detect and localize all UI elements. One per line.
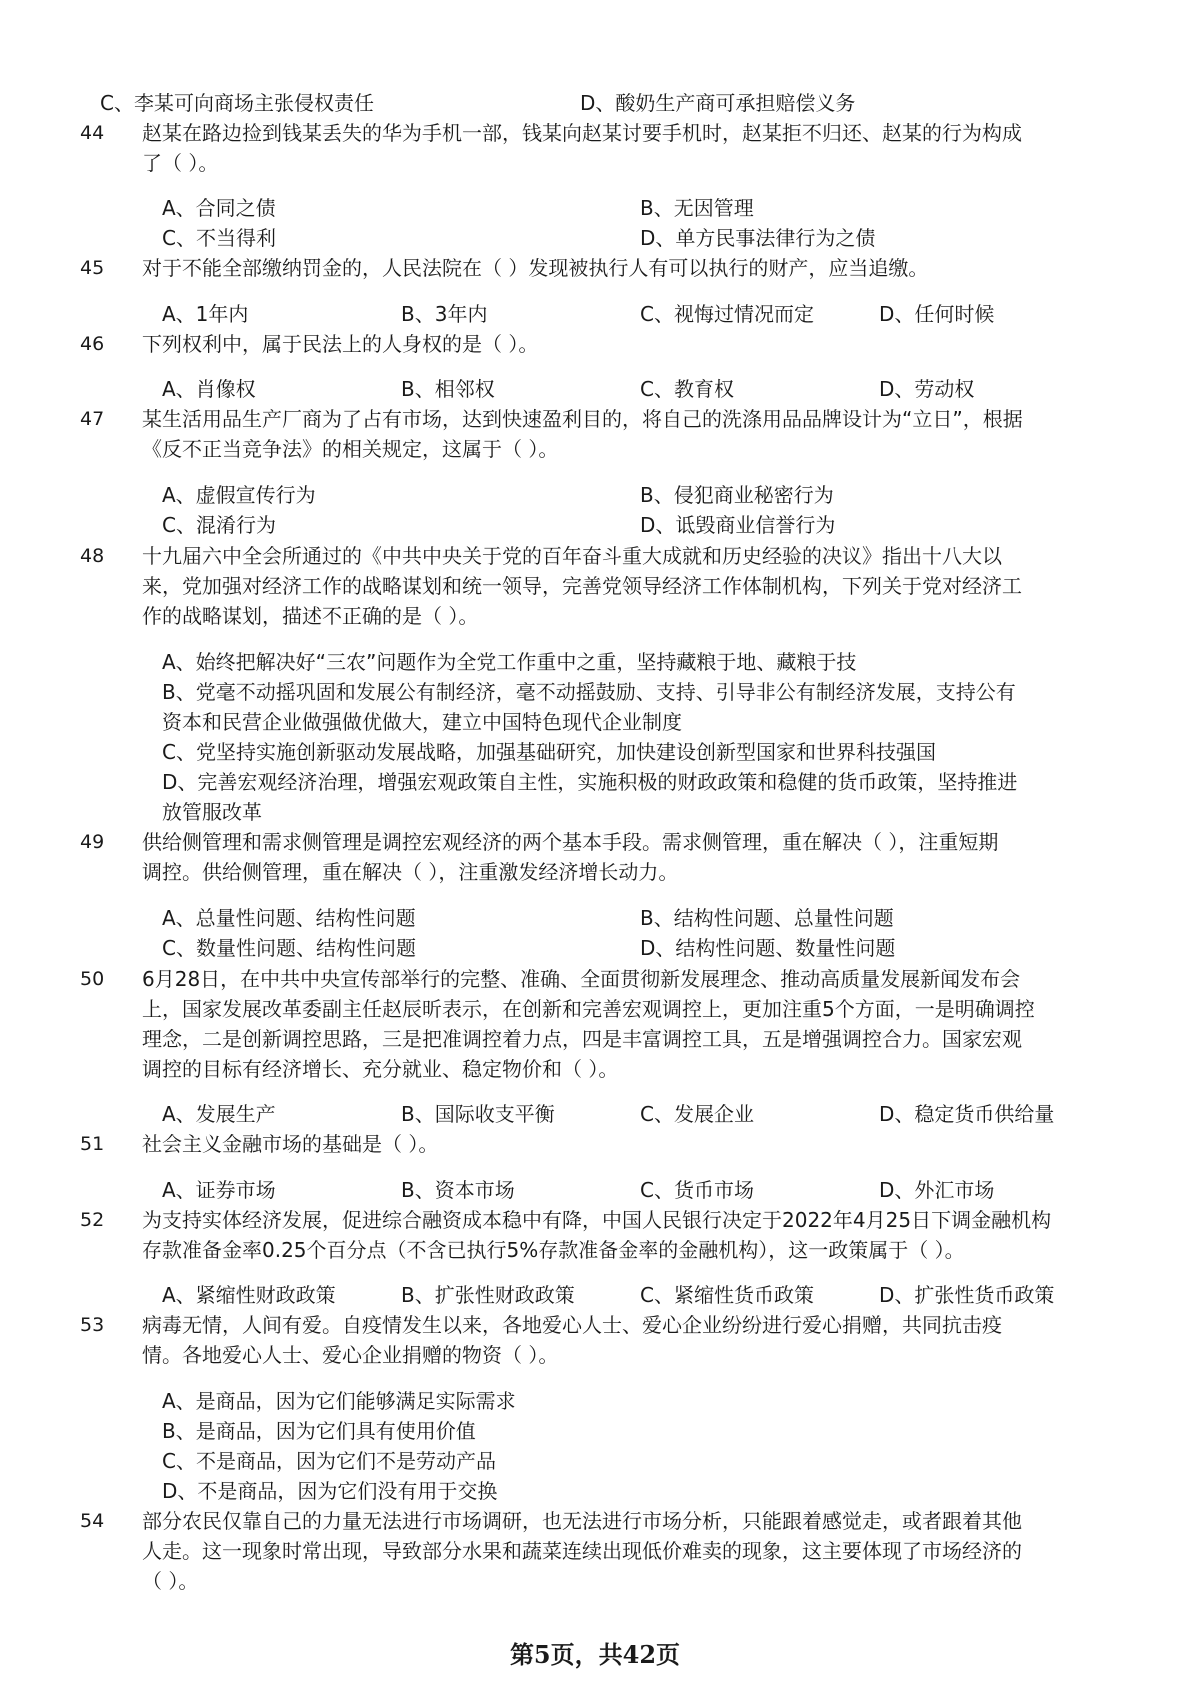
question-text-line: 调控的目标有经济增长、充分就业、稳定物价和（ ）。 [142, 1057, 619, 1081]
option-d: D、诋毁商业信誉行为 [640, 513, 836, 537]
option-c: C、紧缩性货币政策 [640, 1283, 814, 1307]
option-b: B、无因管理 [640, 196, 754, 220]
prev-option-c: C、李某可向商场主张侵权责任 [100, 91, 374, 115]
option-a: A、总量性问题、结构性问题 [162, 906, 416, 930]
option-d: D、稳定货币供给量 [879, 1102, 1055, 1126]
question-number: 52 [80, 1209, 105, 1231]
option-d: D、不是商品，因为它们没有用于交换 [162, 1479, 498, 1503]
option-c: C、不当得利 [162, 226, 276, 250]
question-text-line: 部分农民仅靠自己的力量无法进行市场调研，也无法进行市场分析，只能跟着感觉走，或者跟着其他 [142, 1509, 1022, 1533]
question-number: 49 [80, 831, 105, 853]
question-text-line: 调控。供给侧管理，重在解决（ ），注重激发经济增长动力。 [142, 860, 679, 884]
option-c: C、视悔过情况而定 [640, 302, 814, 326]
option-d: D、劳动权 [879, 377, 975, 401]
question-text-line: 了（ ）。 [142, 151, 219, 175]
option-d: D、完善宏观经济治理，增强宏观政策自主性，实施积极的财政政策和稳健的货币政策，坚持推进 [162, 770, 1018, 794]
option-b: B、结构性问题、总量性问题 [640, 906, 894, 930]
question-text-line: 上，国家发展改革委副主任赵辰昕表示，在创新和完善宏观调控上，更加注重5个方面，一是明确调控 [142, 997, 1035, 1021]
option-c: C、不是商品，因为它们不是劳动产品 [162, 1449, 496, 1473]
question-text-line: 理念，二是创新调控思路，三是把准调控着力点，四是丰富调控工具，五是增强调控合力。国家宏观 [142, 1027, 1022, 1051]
question-text-line: 社会主义金融市场的基础是（ ）。 [142, 1132, 439, 1156]
option-a: A、紧缩性财政政策 [162, 1283, 336, 1307]
question-text-line: 6月28日，在中共中央宣传部举行的完整、准确、全面贯彻新发展理念、推动高质量发展新闻发布会 [142, 967, 1021, 991]
option-b: B、是商品，因为它们具有使用价值 [162, 1419, 476, 1443]
question-text-line: 情。各地爱心人士、爱心企业捐赠的物资（ ）。 [142, 1343, 559, 1367]
option-b: B、党毫不动摇巩固和发展公有制经济，毫不动摇鼓励、支持、引导非公有制经济发展，支持公有 [162, 680, 1016, 704]
question-number: 50 [80, 968, 105, 990]
option-a: A、发展生产 [162, 1102, 276, 1126]
option-c: C、教育权 [640, 377, 734, 401]
option-d: D、扩张性货币政策 [879, 1283, 1055, 1307]
question-number: 45 [80, 257, 105, 279]
question-text-line: 对于不能全部缴纳罚金的，人民法院在（ ）发现被执行人有可以执行的财产，应当追缴。 [142, 256, 929, 280]
question-number: 48 [80, 545, 105, 567]
option-b: B、相邻权 [401, 377, 495, 401]
option-d-continued: 放管服改革 [162, 800, 262, 824]
question-text-line: 下列权利中，属于民法上的人身权的是（ ）。 [142, 332, 539, 356]
option-a: A、是商品，因为它们能够满足实际需求 [162, 1389, 516, 1413]
option-c: C、货币市场 [640, 1178, 754, 1202]
question-number: 53 [80, 1314, 105, 1336]
page-number-footer: 第5页，共42页 [509, 1640, 681, 1669]
option-c: C、混淆行为 [162, 513, 276, 537]
option-d: D、外汇市场 [879, 1178, 995, 1202]
question-text-line: 某生活用品生产厂商为了占有市场，达到快速盈利目的，将自己的洗涤用品品牌设计为“立日”，根据 [142, 407, 1023, 431]
question-text-line: 十九届六中全会所通过的《中共中央关于党的百年奋斗重大成就和历史经验的决议》指出十八大以 [142, 544, 1002, 568]
question-number: 51 [80, 1133, 105, 1155]
option-d: D、结构性问题、数量性问题 [640, 936, 896, 960]
option-a: A、虚假宣传行为 [162, 483, 316, 507]
question-number: 54 [80, 1510, 105, 1532]
option-b: B、3年内 [401, 302, 488, 326]
option-b: B、国际收支平衡 [401, 1102, 555, 1126]
question-text-line: 为支持实体经济发展，促进综合融资成本稳中有降，中国人民银行决定于2022年4月25日下调金融机构 [142, 1208, 1052, 1232]
prev-option-d: D、酸奶生产商可承担赔偿义务 [580, 91, 856, 115]
option-a: A、合同之债 [162, 196, 276, 220]
question-text-line: 《反不正当竞争法》的相关规定，这属于（ ）。 [142, 437, 559, 461]
option-b: B、侵犯商业秘密行为 [640, 483, 834, 507]
question-text-line: 供给侧管理和需求侧管理是调控宏观经济的两个基本手段。需求侧管理，重在解决（ ），注重短期 [142, 830, 999, 854]
question-text-line: 来，党加强对经济工作的战略谋划和统一领导，完善党领导经济工作体制机构，下列关于党对经济工 [142, 574, 1022, 598]
question-number: 44 [80, 122, 105, 144]
question-text-line: 存款准备金率0.25个百分点（不含已执行5%存款准备金率的金融机构），这一政策属于（ ）。 [142, 1238, 965, 1262]
question-text-line: 作的战略谋划，描述不正确的是（ ）。 [142, 604, 479, 628]
option-b-continued: 资本和民营企业做强做优做大，建立中国特色现代企业制度 [162, 710, 682, 734]
question-text-line: 赵某在路边捡到钱某丢失的华为手机一部，钱某向赵某讨要手机时，赵某拒不归还、赵某的行为构成 [142, 121, 1022, 145]
option-c: C、数量性问题、结构性问题 [162, 936, 416, 960]
question-text-line: 人走。这一现象时常出现，导致部分水果和蔬菜连续出现低价难卖的现象，这主要体现了市场经济的 [142, 1539, 1022, 1563]
option-a: A、始终把解决好“三农”问题作为全党工作重中之重，坚持藏粮于地、藏粮于技 [162, 650, 857, 674]
option-b: B、扩张性财政政策 [401, 1283, 575, 1307]
option-c: C、发展企业 [640, 1102, 754, 1126]
option-c: C、党坚持实施创新驱动发展战略，加强基础研究，加快建设创新型国家和世界科技强国 [162, 740, 936, 764]
option-d: D、任何时候 [879, 302, 995, 326]
option-a: A、1年内 [162, 302, 249, 326]
question-text-line: 病毒无情，人间有爱。自疫情发生以来，各地爱心人士、爱心企业纷纷进行爱心捐赠，共同抗击疫 [142, 1313, 1002, 1337]
question-number: 47 [80, 408, 105, 430]
option-d: D、单方民事法律行为之债 [640, 226, 876, 250]
option-a: A、证券市场 [162, 1178, 276, 1202]
question-number: 46 [80, 333, 105, 355]
option-b: B、资本市场 [401, 1178, 515, 1202]
option-a: A、肖像权 [162, 377, 256, 401]
question-text-line: （ ）。 [142, 1569, 199, 1593]
